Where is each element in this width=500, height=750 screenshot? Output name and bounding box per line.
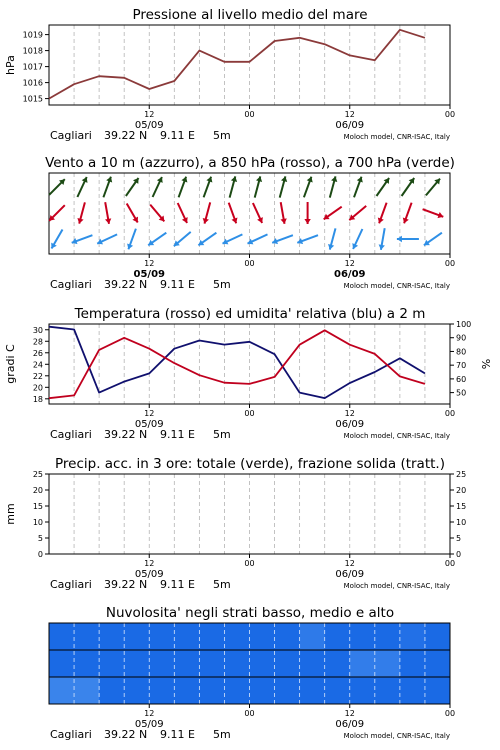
y-left-tick-label: 22: [32, 371, 43, 381]
panel-title: Precip. acc. in 3 ore: totale (verde), frazione solida (tratt.): [55, 456, 445, 472]
y-tick-label: 1016: [22, 78, 43, 88]
panel-3: [4, 306, 493, 441]
date-label: 05/09: [133, 269, 165, 280]
model-credit: Moloch model, CNR-ISAC, Italy: [343, 582, 450, 590]
date-label: 06/09: [335, 120, 365, 131]
wind-arrow-head: [328, 244, 334, 250]
y-left-tick-label: 25: [32, 470, 43, 479]
location-elev: 5m: [213, 728, 231, 741]
y-axis-label: hPa: [4, 55, 17, 75]
y-right-tick-label: 70: [456, 361, 467, 371]
y-axis-label-right: %: [480, 358, 493, 370]
panel-4: [4, 456, 466, 591]
cloud-cell: [199, 650, 224, 677]
x-tick-label: 00: [444, 110, 456, 119]
x-tick-label: 00: [444, 259, 456, 268]
model-credit: Moloch model, CNR-ISAC, Italy: [343, 282, 450, 290]
location-lat: 39.22 N: [104, 578, 148, 591]
location-lat: 39.22 N: [104, 129, 148, 142]
cloud-cell: [124, 623, 149, 650]
pressure-line: [49, 30, 425, 99]
y-axis-label: mm: [4, 503, 17, 525]
y-left-tick-label: 18: [32, 394, 43, 404]
model-credit: Moloch model, CNR-ISAC, Italy: [343, 732, 450, 740]
x-tick-label: 00: [244, 709, 255, 718]
wind-arrow-head: [77, 218, 83, 224]
y-tick-label: 1017: [22, 62, 43, 72]
cloud-cell: [325, 650, 350, 677]
location-name: Cagliari: [50, 129, 92, 142]
temperature-line: [49, 330, 425, 398]
humidity-line: [49, 327, 425, 398]
cloud-cell: [149, 677, 174, 704]
panel-title: Pressione al livello medio del mare: [132, 7, 368, 23]
cloud-cell: [250, 650, 275, 677]
x-tick-label: 12: [344, 559, 355, 568]
y-right-tick-label: 5: [456, 534, 462, 543]
cloud-cell: [99, 650, 124, 677]
y-left-tick-label: 30: [32, 325, 43, 335]
cloud-cell: [224, 650, 249, 677]
wind-arrow-head: [331, 176, 337, 182]
date-label: 05/09: [134, 719, 164, 730]
cloud-cell: [375, 650, 400, 677]
plot-frame: [49, 25, 450, 105]
cloud-cell: [275, 677, 300, 704]
x-tick-label: 00: [444, 409, 456, 418]
x-tick-label: 12: [344, 409, 355, 418]
location-elev: 5m: [213, 129, 231, 142]
location-lon: 9.11 E: [160, 578, 195, 591]
y-axis-label-left: gradi C: [4, 344, 17, 384]
cloud-cell: [199, 677, 224, 704]
panel-1: [4, 7, 455, 142]
y-right-tick-label: 20: [456, 486, 467, 495]
panel-2: [45, 155, 455, 291]
y-left-tick-label: 28: [32, 337, 43, 347]
y-left-tick-label: 5: [37, 534, 43, 543]
y-right-tick-label: 90: [456, 333, 467, 343]
location-lat: 39.22 N: [104, 428, 148, 441]
cloud-cell: [350, 677, 375, 704]
wind-arrow-head: [397, 236, 402, 242]
cloud-cell: [350, 623, 375, 650]
cloud-cell: [300, 650, 325, 677]
cloud-cell: [425, 623, 450, 650]
y-left-tick-label: 20: [32, 486, 43, 495]
y-right-tick-label: 15: [456, 502, 467, 511]
cloud-cell: [124, 677, 149, 704]
y-right-tick-label: 25: [456, 470, 467, 479]
cloud-cell: [74, 623, 99, 650]
cloud-cell: [174, 677, 199, 704]
date-label: 06/09: [335, 569, 365, 580]
cloud-cell: [400, 677, 425, 704]
cloud-cell: [99, 677, 124, 704]
y-left-tick-label: 10: [32, 518, 43, 527]
model-credit: Moloch model, CNR-ISAC, Italy: [343, 133, 450, 141]
cloud-cell: [325, 623, 350, 650]
location-lon: 9.11 E: [160, 278, 195, 291]
cloud-cell: [350, 650, 375, 677]
x-tick-label: 00: [244, 110, 255, 119]
y-left-tick-label: 0: [37, 550, 43, 559]
x-tick-label: 00: [444, 559, 456, 568]
y-left-tick-label: 26: [32, 348, 43, 358]
cloud-cell: [375, 677, 400, 704]
cloud-cell: [224, 677, 249, 704]
cloud-cell: [174, 623, 199, 650]
x-tick-label: 00: [244, 559, 255, 568]
y-right-tick-label: 80: [456, 347, 467, 357]
cloud-cell: [275, 650, 300, 677]
cloud-cell: [124, 650, 149, 677]
cloud-cell: [300, 677, 325, 704]
cloud-cell: [400, 623, 425, 650]
wind-arrow-head: [203, 218, 209, 224]
cloud-cell: [250, 677, 275, 704]
y-left-tick-label: 24: [32, 360, 43, 370]
date-label: 06/09: [335, 419, 365, 430]
x-tick-label: 12: [144, 709, 155, 718]
cloud-cell: [224, 623, 249, 650]
y-tick-label: 1018: [22, 46, 43, 56]
date-label: 05/09: [134, 419, 164, 430]
date-label: 06/09: [334, 269, 366, 280]
x-tick-label: 12: [144, 409, 155, 418]
x-tick-label: 12: [344, 110, 355, 119]
location-elev: 5m: [213, 578, 231, 591]
y-tick-label: 1019: [22, 30, 43, 40]
panel-title: Temperatura (rosso) ed umidita' relativa (blu) a 2 m: [74, 306, 426, 322]
location-elev: 5m: [213, 428, 231, 441]
x-tick-label: 12: [344, 709, 355, 718]
x-tick-label: 12: [144, 559, 155, 568]
cloud-cell: [425, 677, 450, 704]
cloud-cell: [425, 650, 450, 677]
date-label: 06/09: [335, 719, 365, 730]
y-right-tick-label: 50: [456, 388, 467, 398]
x-tick-label: 00: [244, 409, 255, 418]
location-name: Cagliari: [50, 728, 92, 741]
y-left-tick-label: 20: [32, 383, 43, 393]
wind-arrow-head: [231, 176, 237, 182]
model-credit: Moloch model, CNR-ISAC, Italy: [343, 432, 450, 440]
location-name: Cagliari: [50, 278, 92, 291]
cloud-cell: [49, 650, 74, 677]
location-lon: 9.11 E: [160, 428, 195, 441]
cloud-cell: [74, 677, 99, 704]
y-right-tick-label: 10: [456, 518, 467, 527]
wind-arrow-head: [281, 176, 287, 182]
cloud-cell: [250, 623, 275, 650]
location-lat: 39.22 N: [104, 728, 148, 741]
y-right-tick-label: 60: [456, 374, 467, 384]
date-label: 05/09: [134, 569, 164, 580]
location-name: Cagliari: [50, 428, 92, 441]
y-right-tick-label: 100: [456, 320, 472, 329]
location-name: Cagliari: [50, 578, 92, 591]
date-label: 05/09: [134, 120, 164, 131]
location-lat: 39.22 N: [104, 278, 148, 291]
y-right-tick-label: 0: [456, 550, 462, 559]
location-lon: 9.11 E: [160, 129, 195, 142]
cloud-cell: [49, 677, 74, 704]
cloud-cell: [74, 650, 99, 677]
cloud-cell: [149, 623, 174, 650]
cloud-cell: [149, 650, 174, 677]
panel-title: Vento a 10 m (azzurro), a 850 hPa (rosso), a 700 hPa (verde): [45, 155, 455, 171]
cloud-cell: [199, 623, 224, 650]
panel-5: [49, 605, 455, 741]
location-elev: 5m: [213, 278, 231, 291]
cloud-cell: [275, 623, 300, 650]
cloud-cell: [300, 623, 325, 650]
x-tick-label: 12: [144, 259, 155, 268]
x-tick-label: 12: [144, 110, 155, 119]
x-tick-label: 00: [244, 259, 255, 268]
x-tick-label: 00: [444, 709, 456, 718]
cloud-cell: [325, 677, 350, 704]
x-tick-label: 12: [344, 259, 355, 268]
y-tick-label: 1015: [22, 94, 43, 104]
cloud-cell: [99, 623, 124, 650]
cloud-cell: [49, 623, 74, 650]
cloud-cell: [375, 623, 400, 650]
plot-frame: [49, 474, 450, 554]
cloud-cell: [174, 650, 199, 677]
cloud-cell: [400, 650, 425, 677]
y-left-tick-label: 15: [32, 502, 43, 511]
wind-arrow-head: [304, 219, 310, 224]
panel-title: Nuvolosita' negli strati basso, medio e alto: [105, 605, 395, 621]
location-lon: 9.11 E: [160, 728, 195, 741]
